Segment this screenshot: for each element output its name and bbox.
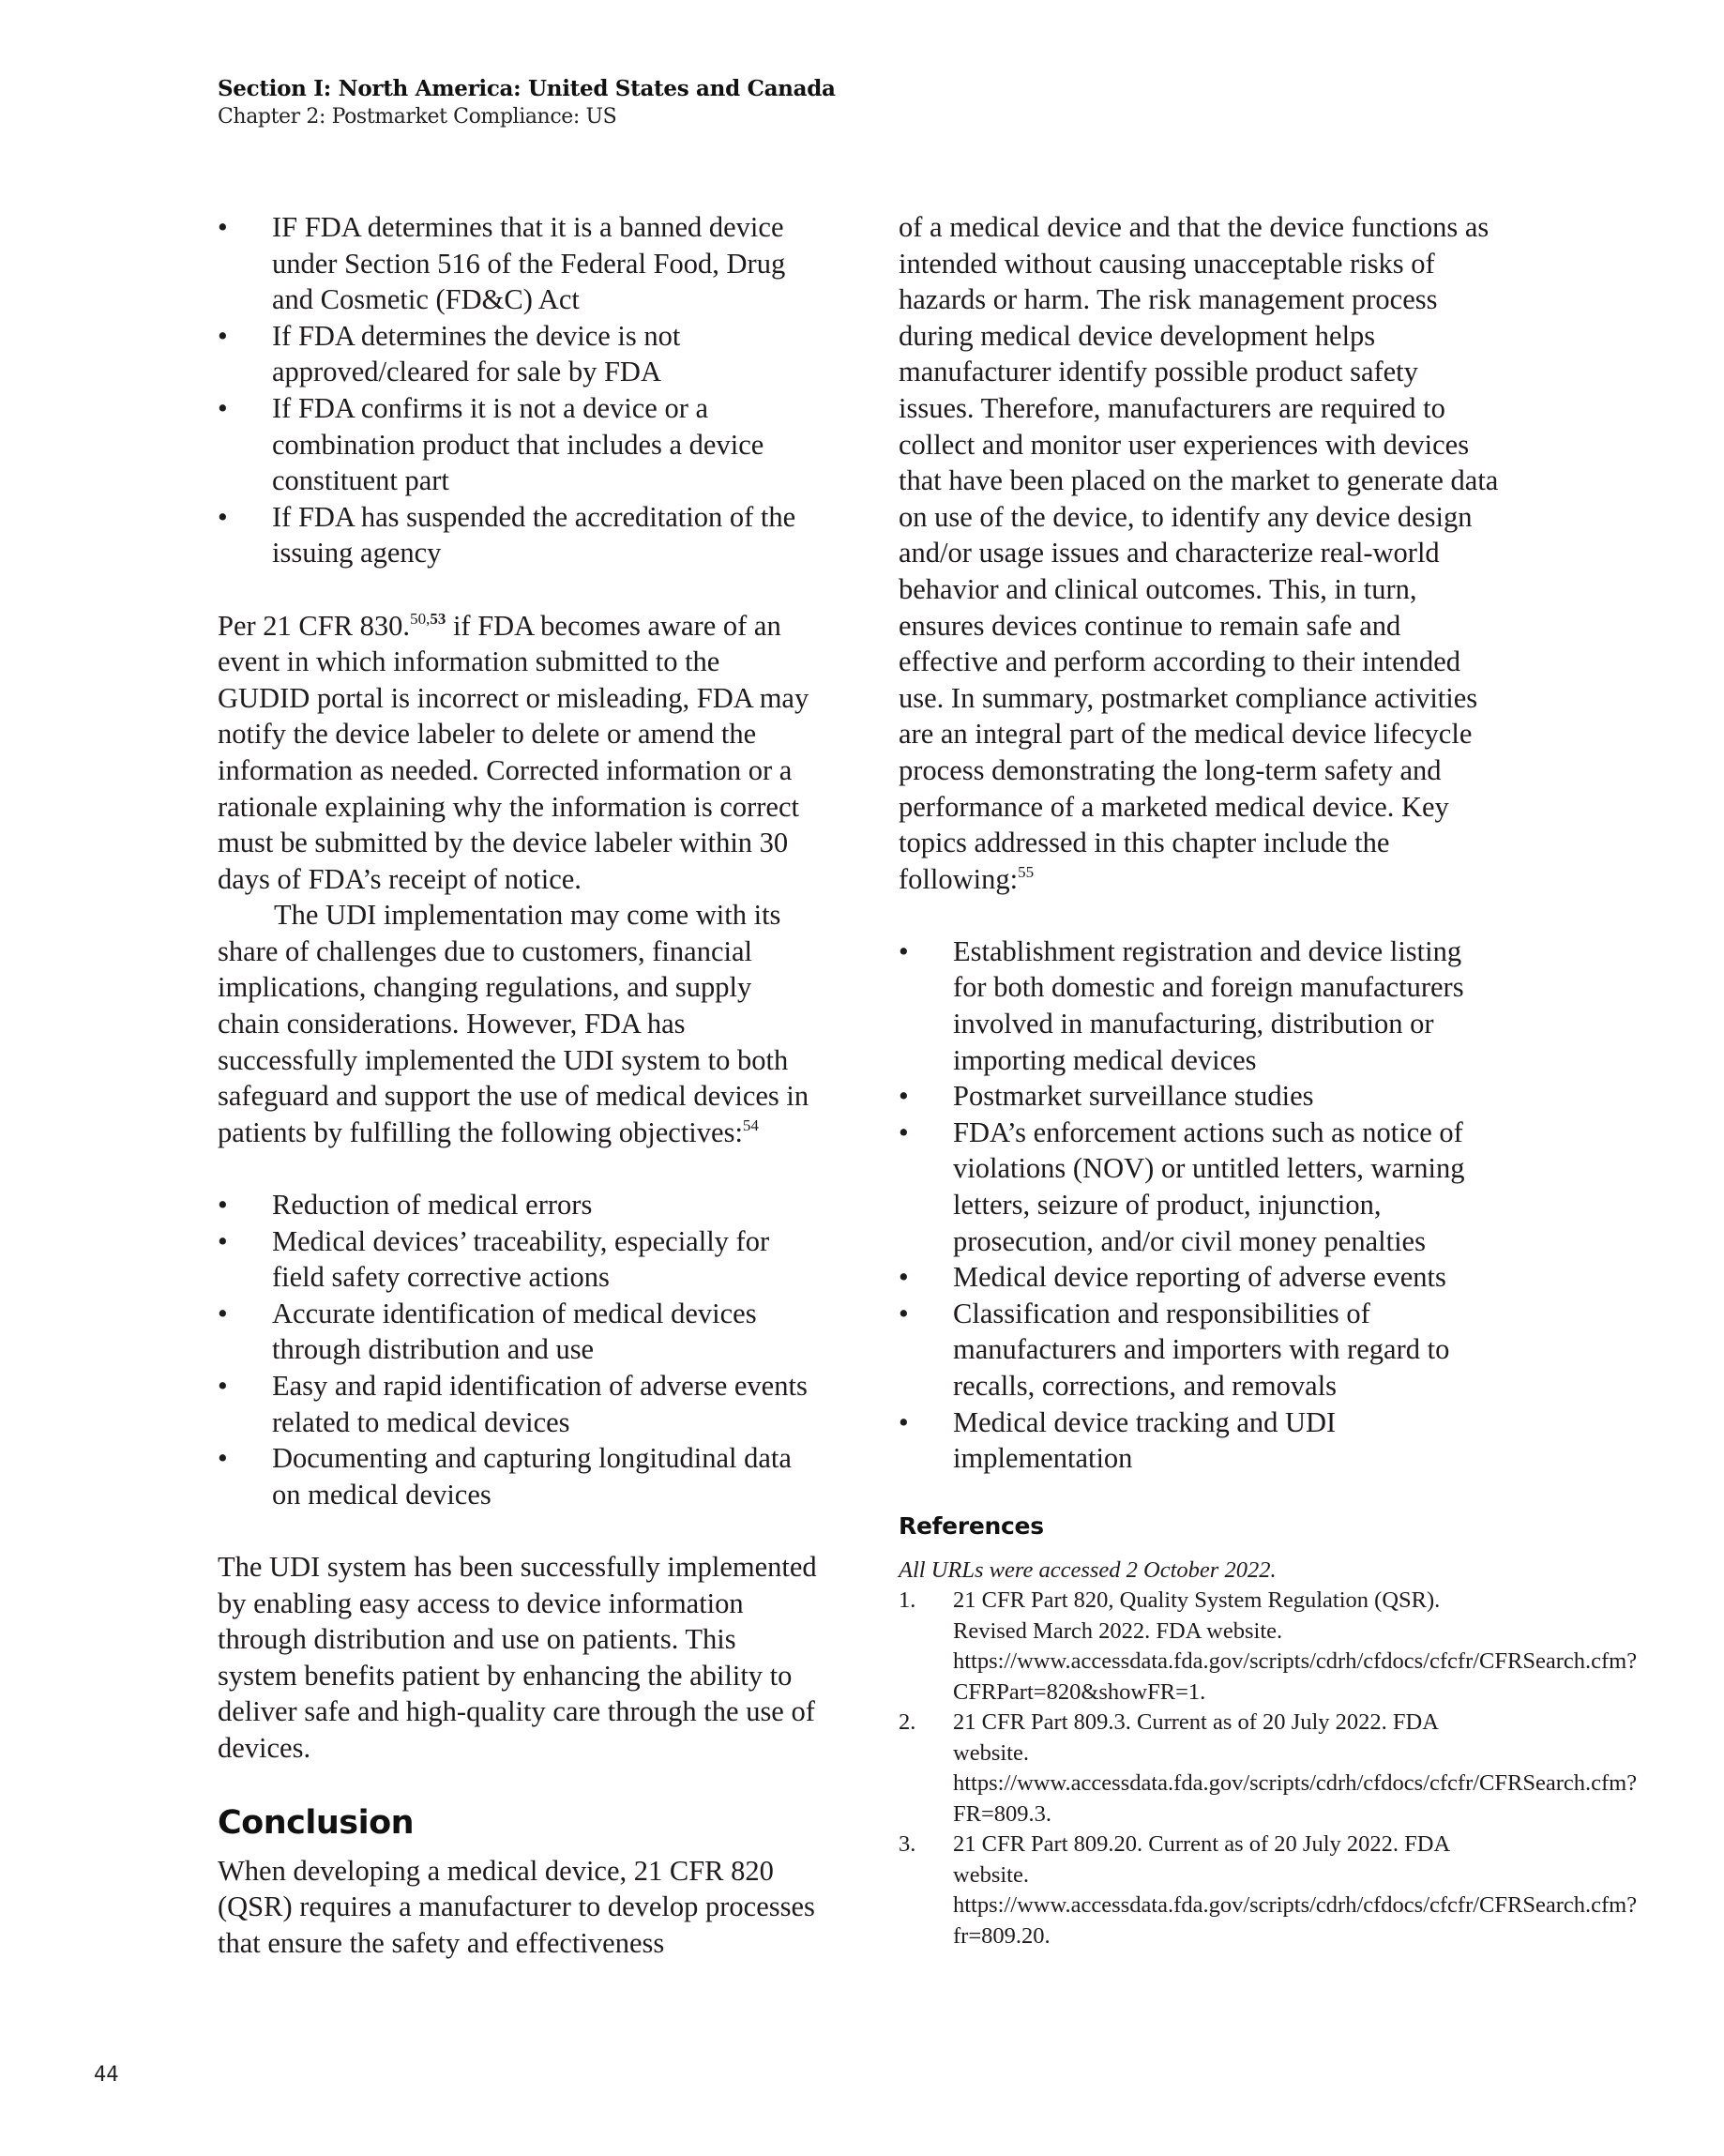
right-column [899,209,1638,1951]
bullet-icon: • [218,1189,228,1222]
bullet-icon: • [899,934,909,967]
bullet-icon: • [218,1370,228,1402]
references-access-note: All URLs were accessed 2 October 2022. [899,1556,1277,1583]
list-item: • Postmarket surveillance studies [899,1078,1499,1115]
bullet-icon: • [218,319,228,352]
reference-text[interactable]: 21 CFR Part 809.20. Current as of 20 July 2022. FDA website. https://www.accessdata.fda.gov/scripts/cdrh/cfdocs/cfcfr/CFRSearch.cfm?fr=809.20. [953,1831,1638,1949]
running-head [218,75,836,131]
list-item: • Classification and responsibilities of manufacturers and importers with regard to recalls, corrections, and removals [899,1297,1450,1402]
references-list [899,1586,1638,1951]
references-section [899,1511,1638,1952]
gudid-paragraph: Per 21 CFR 830.$^{50,53}$ if FDA becomes aware of an event in which information submitted to the GUDID portal is incorrect or misleading, FDA may notify the device labeler to delete or amend the information as needed. Corrected information or a rationale explaining why the information is correct must be submitted by the device labeler within 30 days of FDA’s receipt of notice. [218,609,809,895]
page-number: 44 [94,2063,119,2087]
reference-number: 1. [899,1587,916,1614]
bullet-icon: • [899,1116,909,1148]
footnote-ref: 50,53 [410,609,446,628]
section-title: Section I: North America: United States and Canada [218,76,836,101]
list-item: • Medical device tracking and UDI implementation [899,1405,1337,1475]
list-item: • Establishment registration and device listing for both domestic and foreign manufacturers involved in manufacturing, distribution or importing medical devices [899,934,1464,1076]
left-column [218,209,818,1961]
reference-item [899,1586,1638,1708]
list-item: • Medical device reporting of adverse events [899,1259,1499,1296]
reference-text[interactable]: 21 CFR Part 809.3. Current as of 20 July 2022. FDA website. https://www.accessdata.fda.gov/scripts/cdrh/cfdocs/cfcfr/CFRSearch.cfm?FR=809.3. [953,1709,1638,1827]
reference-number: 3. [899,1831,916,1858]
list-item: • IF FDA determines that it is a banned device under Section 516 of the Federal Food, Drug and Cosmetic (FD&C) Act [218,211,786,316]
conclusion-paragraph-start: When developing a medical device, 21 CFR 820 (QSR) requires a manufacturer to develop processes that ensure the safety and effectiveness [218,1854,815,1959]
list-item: • Easy and rapid identification of adverse events related to medical devices [218,1370,808,1438]
objectives-bullet-list [218,1187,818,1512]
bullet-icon: • [218,1224,228,1257]
chapter-title: Chapter 2: Postmarket Compliance: US [218,105,617,129]
list-item: • If FDA has suspended the accreditation of the issuing agency [218,500,796,569]
bullet-icon: • [218,391,228,424]
list-item: • FDA’s enforcement actions such as notice of violations (NOV) or untitled letters, warning letters, seizure of product, injunction, prosecution, and/or civil money penalties [899,1116,1465,1257]
reference-number: 2. [899,1709,916,1736]
key-topics-bullet-list [899,934,1499,1477]
footnote-ref: 54 [742,1116,759,1134]
bullet-icon: • [899,1261,909,1294]
bullet-icon: • [899,1080,909,1113]
bullet-icon: • [218,500,228,533]
conclusion-paragraph-continued: of a medical device and that the device functions as intended without causing unacceptable risks of hazards or harm. The risk management process during medical device development helps manufacturer identify possible product safety issues. Therefore, manufacturers are required to collect and monitor user experiences with devices that have been placed on the market to generate data on use of the device, to identify any device design and/or usage issues and characterize real-world behavior and clinical outcomes. This, in turn, ensures devices continue to remain safe and effective and perform according to their intended use. In summary, postmarket compliance activities are an integral part of the medical device lifecycle process demonstrating the long-term safety and performance of a marketed medical device. Key topics addressed in this chapter include the following:$^{55}$ [899,211,1499,895]
reference-item [899,1830,1638,1951]
reference-item [899,1708,1638,1830]
list-item: • If FDA confirms it is not a device or a combination product that includes a device constituent part [218,391,764,497]
footnote-ref: 55 [1018,862,1035,881]
bullet-icon: • [218,1297,228,1329]
bullet-icon: • [899,1297,909,1329]
list-item: • Documenting and capturing longitudinal data on medical devices [218,1442,792,1511]
list-item: • Reduction of medical errors [218,1187,818,1223]
bullet-icon: • [218,211,228,243]
bullet-icon: • [899,1405,909,1438]
exception-bullet-list [218,209,818,571]
conclusion-heading: Conclusion [218,1803,415,1842]
udi-challenges-paragraph: The UDI implementation may come with its share of challenges due to customers, financial implications, changing regulations, and supply chain considerations. However, FDA has successfully implemented the UDI system to both safeguard and support the use of medical devices in patients by fulfilling the following objectives:$^{54}$ [218,899,809,1148]
list-item: • Medical devices’ traceability, especially for field safety corrective actions [218,1224,770,1294]
list-item: • Accurate identification of medical devices through distribution and use [218,1297,757,1366]
references-heading: References [899,1511,1044,1540]
list-item: • If FDA determines the device is not approved/cleared for sale by FDA [218,319,681,388]
udi-success-paragraph: The UDI system has been successfully implemented by enabling easy access to device information through distribution and use on patients. This system benefits patient by enhancing the ability to deliver safe and high-quality care through the use of devices. [218,1550,817,1764]
reference-text[interactable]: 21 CFR Part 820, Quality System Regulation (QSR). Revised March 2022. FDA website. https://www.accessdata.fda.gov/scripts/cdrh/cfdocs/cfcfr/CFRSearch.cfm?CFRPart=820&showFR=1. [953,1587,1638,1705]
bullet-icon: • [218,1442,228,1475]
